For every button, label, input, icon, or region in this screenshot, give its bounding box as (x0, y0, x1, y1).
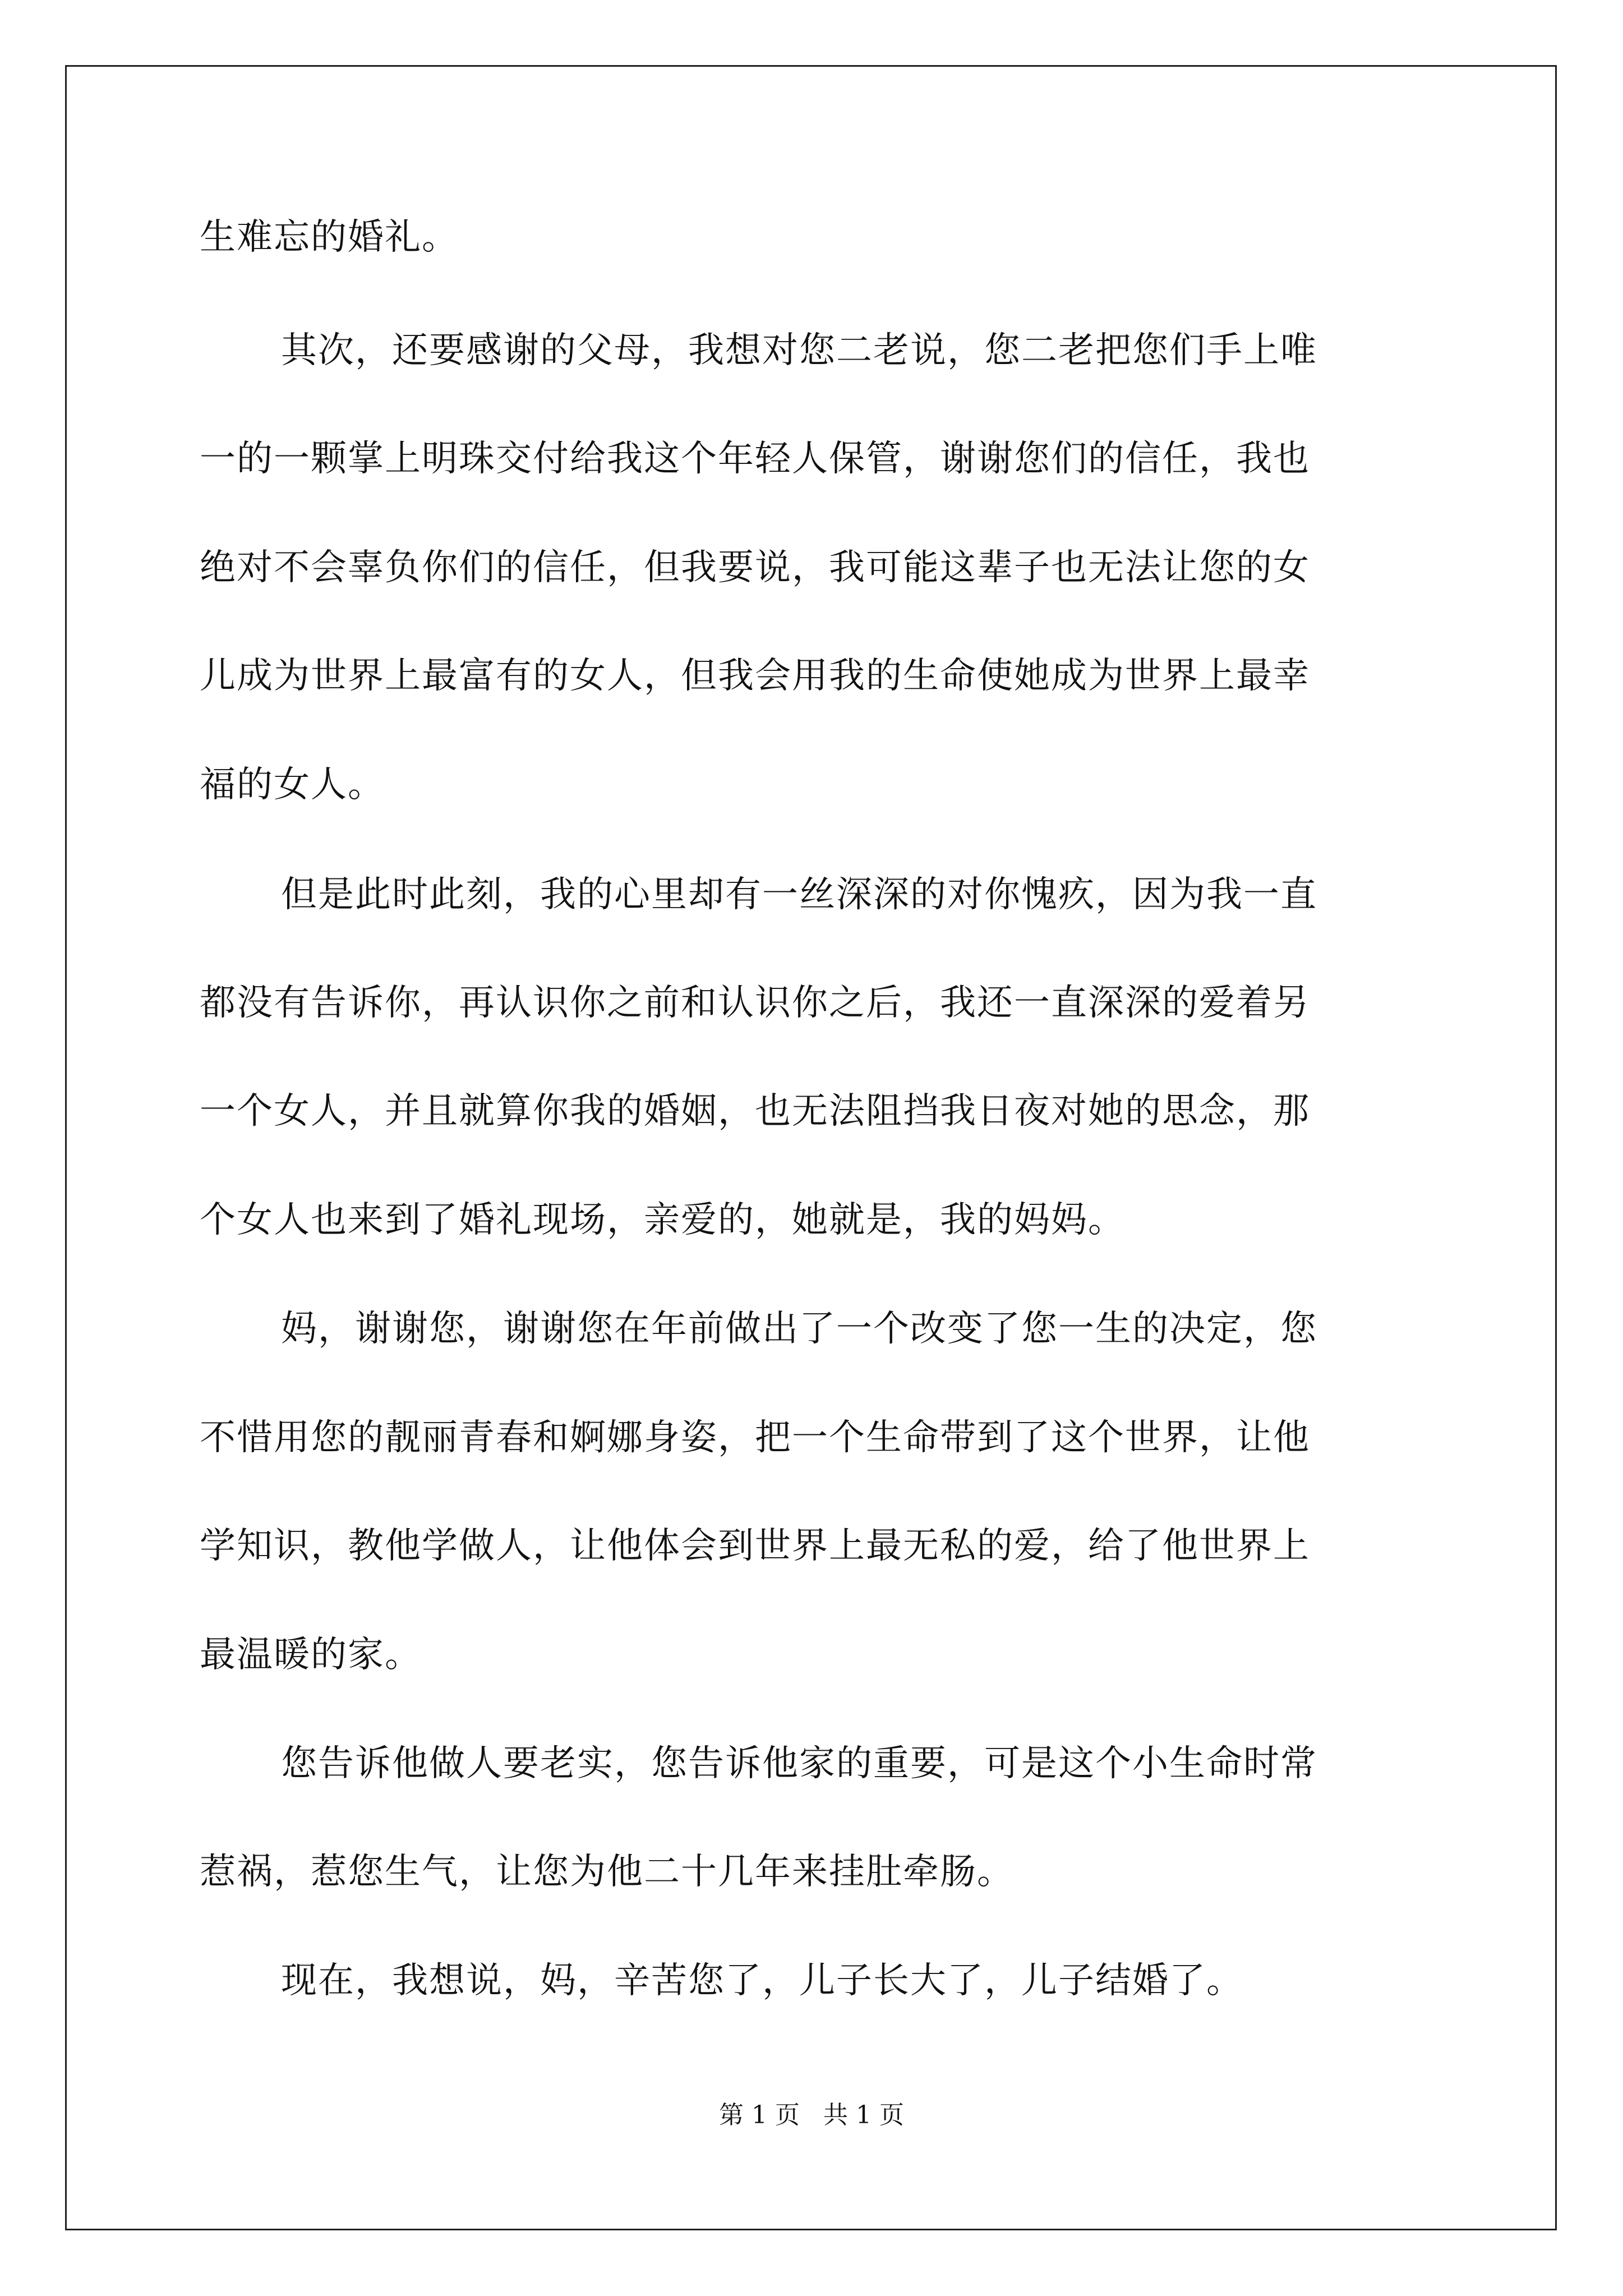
text-line: 生难忘的婚礼。 (200, 217, 459, 258)
text-line: 绝对不会辜负你们的信任，但我要说，我可能这辈子也无法让您的女 (200, 547, 1310, 588)
text-line: 儿成为世界上最富有的女人，但我会用我的生命使她成为世界上最幸 (200, 655, 1310, 697)
text-line: 不惜用您的靓丽青春和婀娜身姿，把一个生命带到了这个世界，让他 (200, 1417, 1310, 1458)
page-total: 共 1 页 (823, 2101, 904, 2129)
text-line: 一的一颗掌上明珠交付给我这个年轻人保管，谢谢您们的信任，我也 (200, 438, 1310, 480)
page-border (65, 65, 1557, 2230)
text-line: 个女人也来到了婚礼现场，亲爱的，她就是，我的妈妈。 (200, 1199, 1125, 1241)
text-line: 惹祸，惹您生气，让您为他二十几年来挂肚牵肠。 (200, 1851, 1014, 1893)
text-line: 您告诉他做人要老实，您告诉他家的重要，可是这个小生命时常 (281, 1743, 1317, 1784)
page-footer (0, 2100, 1623, 2131)
text-line: 学知识，教他学做人，让他体会到世界上最无私的爱，给了他世界上 (200, 1525, 1310, 1567)
text-line: 但是此时此刻，我的心里却有一丝深深的对你愧疚，因为我一直 (281, 874, 1317, 915)
text-line: 都没有告诉你，再认识你之前和认识你之后，我还一直深深的爱着另 (200, 982, 1310, 1024)
text-line: 现在，我想说，妈，辛苦您了，儿子长大了，儿子结婚了。 (281, 1960, 1243, 2001)
text-line: 一个女人，并且就算你我的婚姻，也无法阻挡我日夜对她的思念，那 (200, 1091, 1310, 1132)
text-line: 妈，谢谢您，谢谢您在年前做出了一个改变了您一生的决定，您 (281, 1308, 1317, 1350)
text-line: 其次，还要感谢的父母，我想对您二老说，您二老把您们手上唯 (281, 330, 1317, 371)
page-number: 第 1 页 (719, 2101, 800, 2129)
text-line: 最温暖的家。 (200, 1634, 422, 1676)
text-line: 福的女人。 (200, 764, 385, 806)
